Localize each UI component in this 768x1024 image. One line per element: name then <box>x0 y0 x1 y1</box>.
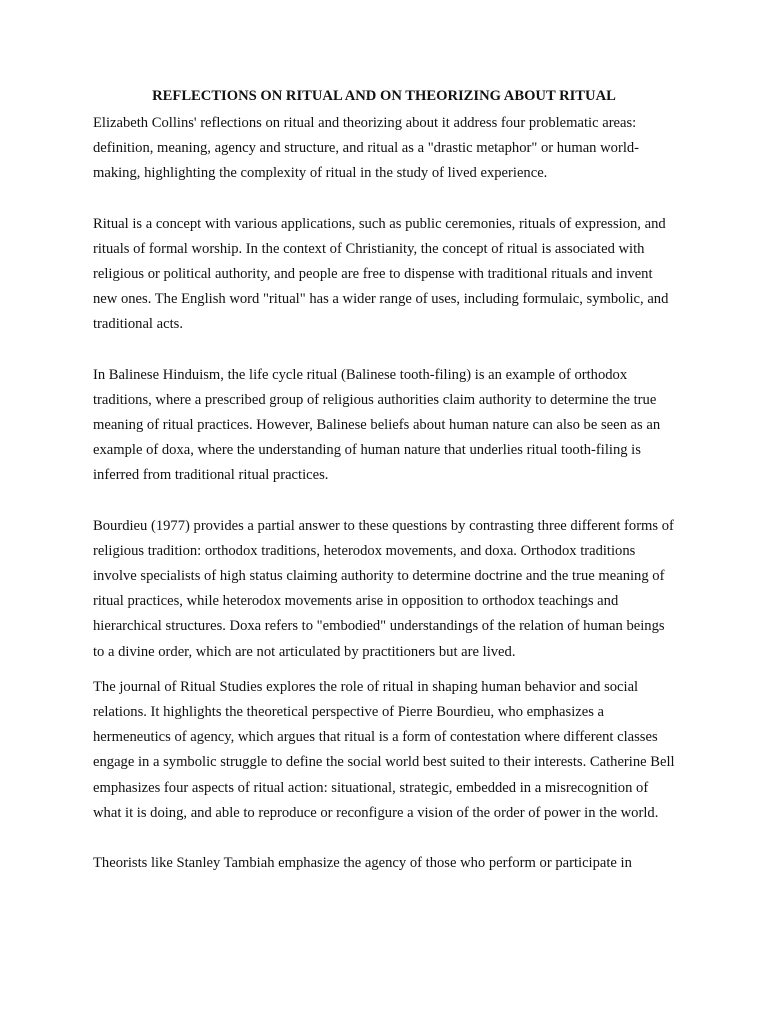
paragraph-ritual-studies-journal: The journal of Ritual Studies explores the role of ritual in shaping human behavior and social relations. It highlights the theoretical perspective of Pierre Bourdieu, who emphasizes a hermeneutics of agency, which argues that ritual is a form of contestation where different classes engage in a symbolic struggle to define the social world best suited to their interests. Catherine Bell emphasizes four aspects of ritual action: situational, strategic, embedded in a misrecognition of what it is doing, and able to reproduce or reconfigure a vision of the order of power in the world. <box>93 678 675 821</box>
document-body <box>93 86 675 901</box>
document-title: REFLECTIONS ON RITUAL AND ON THEORIZING ABOUT RITUAL <box>152 88 616 104</box>
paragraph-ritual-concept: Ritual is a concept with various applications, such as public ceremonies, rituals of expression, and rituals of formal worship. In the context of Christianity, the concept of ritual is associated with religious or political authority, and people are free to dispense with traditional rituals and invent new ones. The English word "ritual" has a wider range of uses, including formulaic, symbolic, and traditional acts. <box>93 215 669 333</box>
paragraph-balinese-hinduism: In Balinese Hinduism, the life cycle ritual (Balinese tooth-filing) is an example of orthodox traditions, where a prescribed group of religious authorities claim authority to determine the true meaning of ritual practices. However, Balinese beliefs about human nature can also be seen as an example of doxa, where the understanding of human nature that underlies ritual tooth-filing is inferred from traditional ritual practices. <box>93 366 661 484</box>
paragraph-collins-reflections: Elizabeth Collins' reflections on ritual and theorizing about it address four problematic areas: definition, meaning, agency and structure, and ritual as a "drastic metaphor" or human world-making, highlighting the complexity of ritual in the study of lived experience. <box>93 115 640 182</box>
paragraph-tambiah-agency: Theorists like Stanley Tambiah emphasize the agency of those who perform or participate in <box>93 855 632 872</box>
paragraph-bourdieu-traditions: Bourdieu (1977) provides a partial answer to these questions by contrasting three different forms of religious tradition: orthodox traditions, heterodox movements, and doxa. Orthodox traditions involve specialists of high status claiming authority to determine doctrine and the true meaning of ritual practices, while heterodox movements arise in opposition to orthodox teachings and hierarchical structures. Doxa refers to "embodied" understandings of the relation of human beings to a divine order, which are not articulated by practitioners but are lived. <box>93 517 674 660</box>
